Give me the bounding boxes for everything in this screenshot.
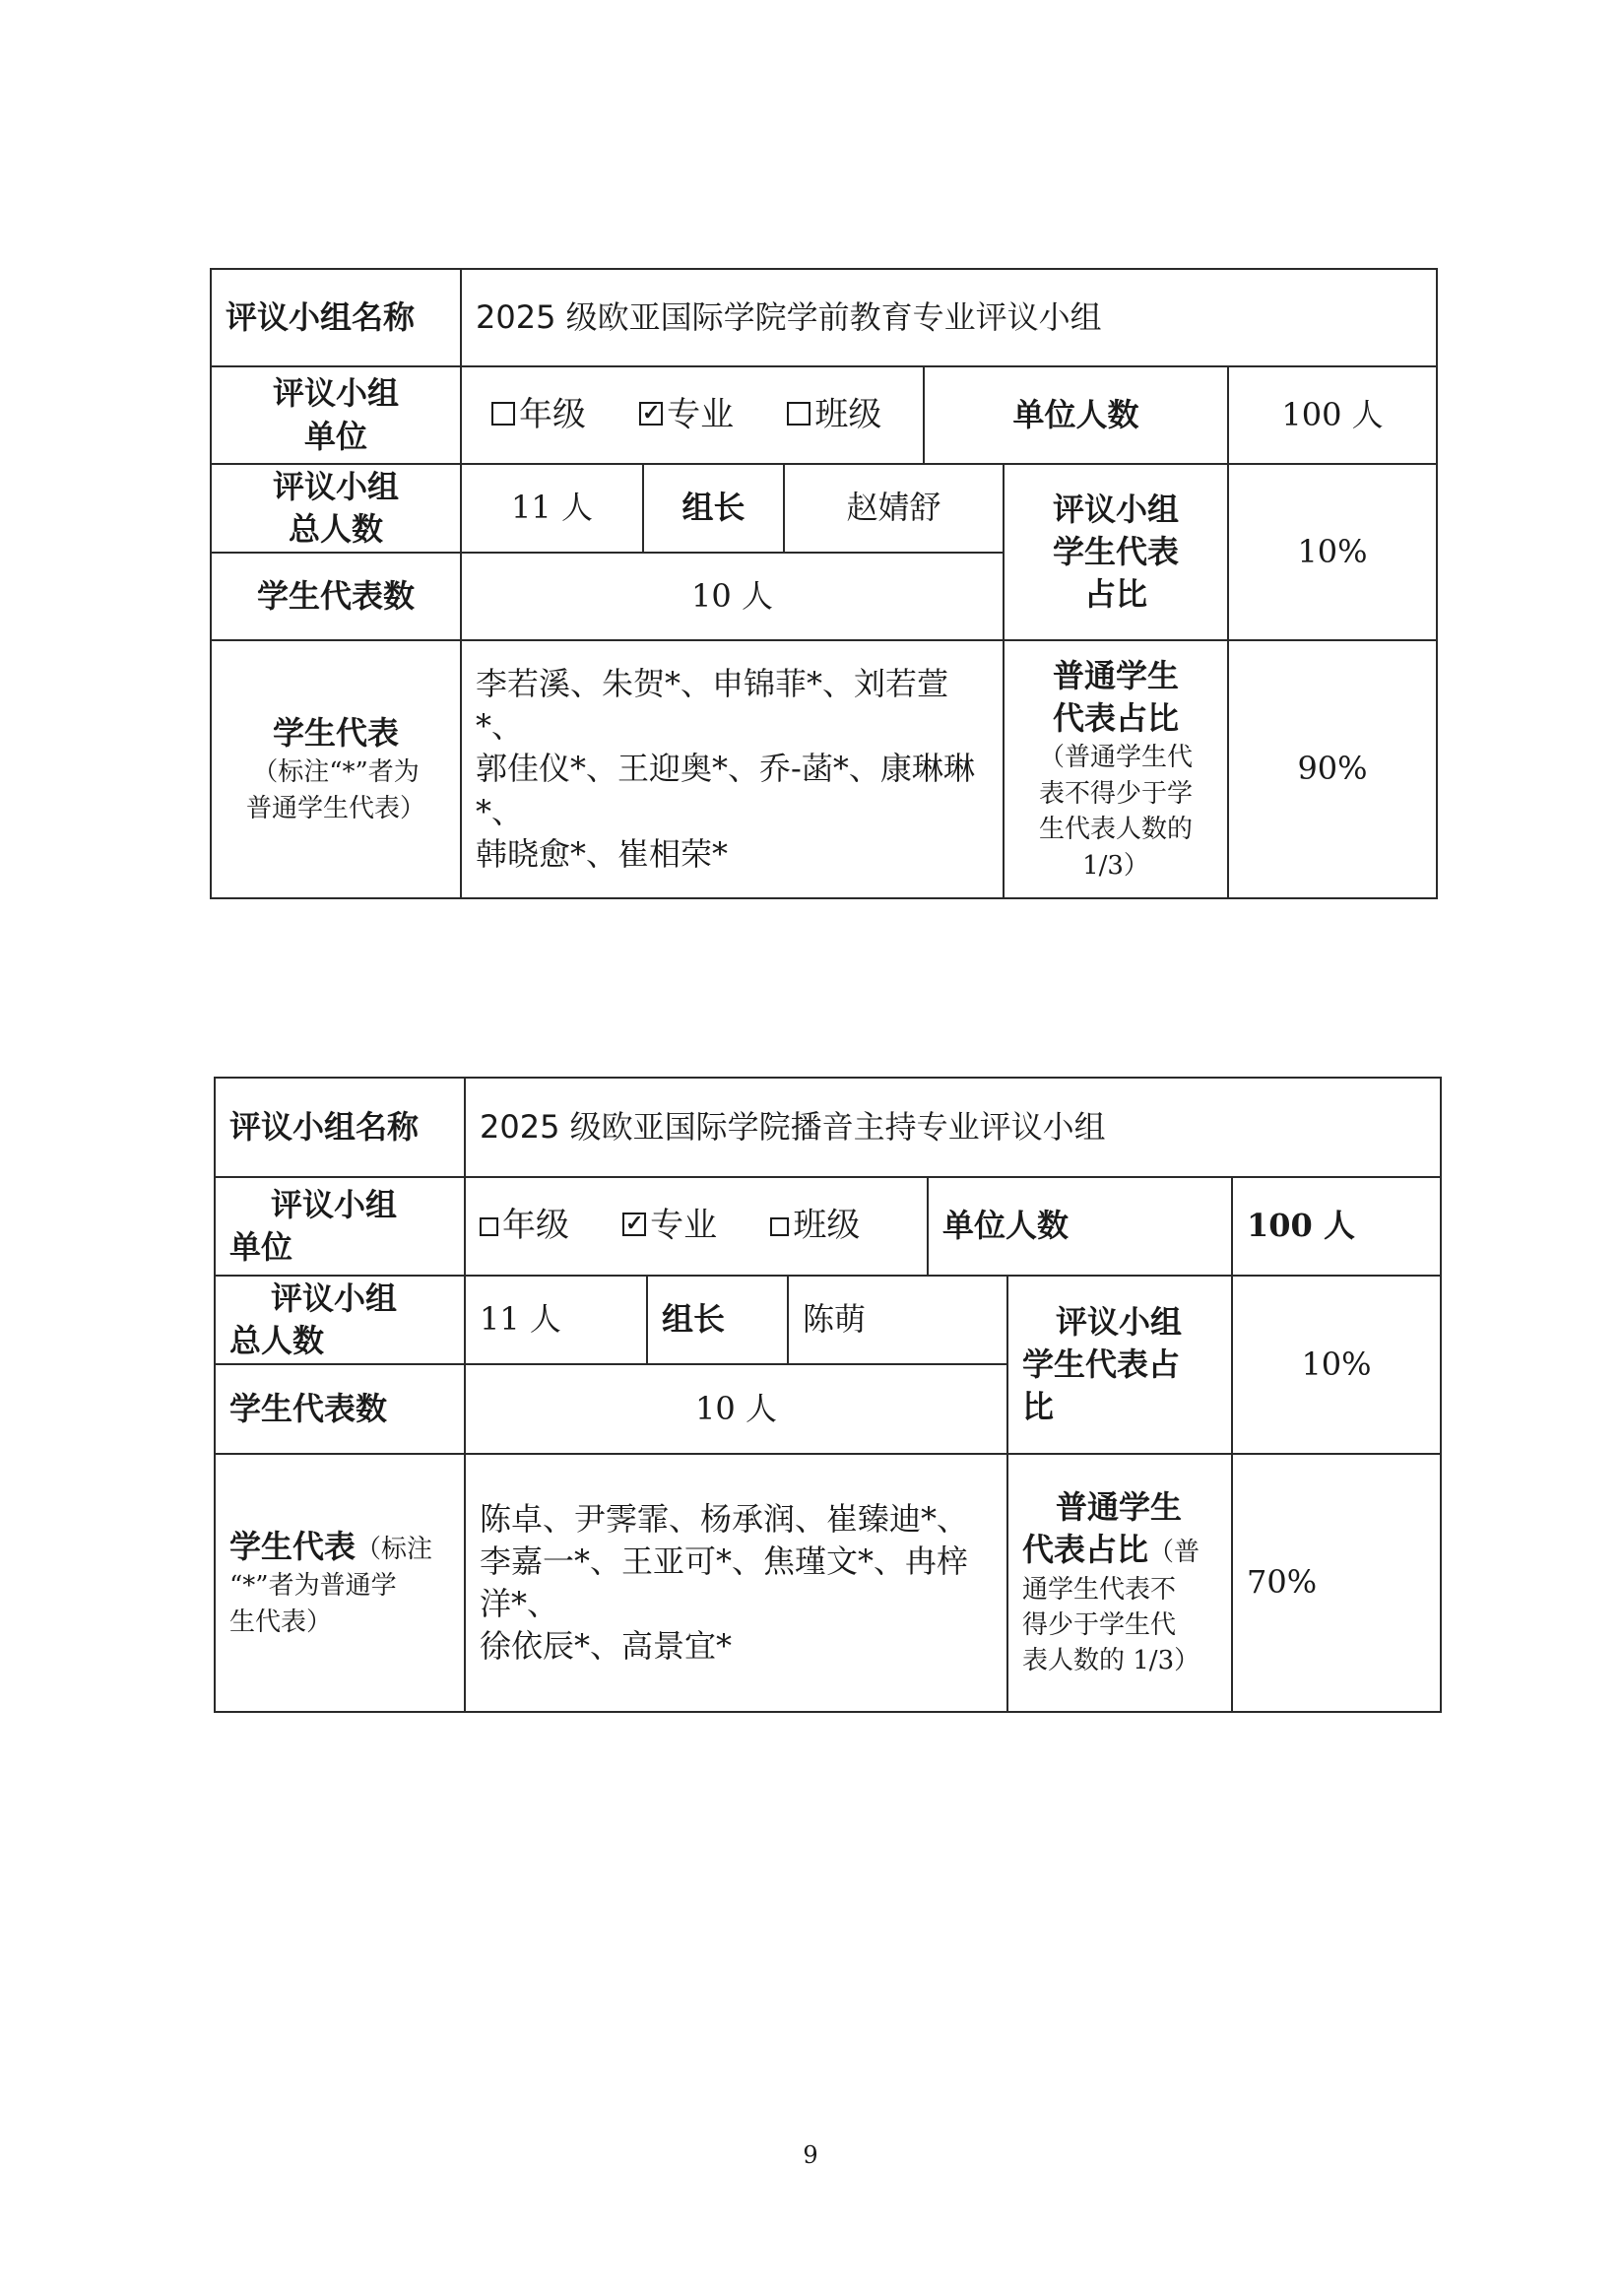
- leader-value: 赵婧舒: [784, 464, 1004, 553]
- rep-ratio-label: 评议小组 学生代表占 比: [1007, 1276, 1232, 1454]
- review-group-table-1: [210, 268, 1438, 899]
- group-unit-options: [465, 1177, 928, 1276]
- ordinary-ratio-value: 70%: [1232, 1454, 1441, 1712]
- checkbox-unchecked-icon[interactable]: [480, 1217, 498, 1236]
- rep-count-value: 10 人: [461, 553, 1004, 640]
- total-members-value: 11 人: [465, 1276, 647, 1364]
- group-name-value: 2025 级欧亚国际学院学前教育专业评议小组: [461, 269, 1437, 366]
- ordinary-ratio-label: 普通学生 代表占比 （普通学生代 表不得少于学 生代表人数的 1/3）: [1004, 640, 1228, 898]
- option-grade[interactable]: 年级: [491, 393, 586, 438]
- rep-count-value: 10 人: [465, 1364, 1007, 1454]
- leader-value: 陈萌: [788, 1276, 1007, 1364]
- group-name-value: 2025 级欧亚国际学院播音主持专业评议小组: [465, 1078, 1441, 1177]
- rep-names: 李若溪、朱贺*、申锦菲*、刘若萱*、 郭佳仪*、王迎奥*、乔-菡*、康琳琳*、 韩晓愈*、崔相荣*: [461, 640, 1004, 898]
- rep-ratio-label: 评议小组 学生代表 占比: [1004, 464, 1228, 640]
- ordinary-ratio-value: 90%: [1228, 640, 1437, 898]
- unit-count-value: 100 人: [1232, 1177, 1441, 1276]
- option-major[interactable]: ✓ 专业: [622, 1204, 717, 1249]
- total-members-label: 评议小组 总人数: [211, 464, 461, 553]
- unit-count-value: 100 人: [1228, 366, 1437, 464]
- review-group-table-2: [214, 1077, 1442, 1713]
- rep-count-label: 学生代表数: [211, 553, 461, 640]
- option-class[interactable]: 班级: [770, 1204, 860, 1249]
- group-unit-options: [461, 366, 924, 464]
- rep-ratio-value: 10%: [1232, 1276, 1441, 1454]
- group-name-label: 评议小组名称: [215, 1078, 465, 1177]
- rep-names: 陈卓、尹霁霏、杨承润、崔臻迪*、 李嘉一*、王亚可*、焦瑾文*、冉梓洋*、 徐依辰*、高景宜*: [465, 1454, 1007, 1712]
- unit-count-label: 单位人数: [924, 366, 1228, 464]
- option-major[interactable]: ✓ 专业: [639, 393, 734, 438]
- unit-count-label: 单位人数: [928, 1177, 1232, 1276]
- option-class[interactable]: 班级: [787, 393, 881, 438]
- checkbox-unchecked-icon[interactable]: [491, 402, 515, 426]
- total-members-value: 11 人: [461, 464, 643, 553]
- option-grade[interactable]: 年级: [480, 1204, 569, 1249]
- group-name-label: 评议小组名称: [211, 269, 461, 366]
- rep-count-label: 学生代表数: [215, 1364, 465, 1454]
- checkbox-checked-icon[interactable]: ✓: [622, 1213, 646, 1236]
- rep-label-cell: 学生代表（标注 “*”者为普通学 生代表）: [215, 1454, 465, 1712]
- leader-label: 组长: [643, 464, 784, 553]
- total-members-label: 评议小组 总人数: [215, 1276, 465, 1364]
- page-number: 9: [803, 2141, 818, 2169]
- ordinary-ratio-label: 普通学生 代表占比（普 通学生代表不 得少于学生代 表人数的 1/3）: [1007, 1454, 1232, 1712]
- leader-label: 组长: [647, 1276, 788, 1364]
- group-unit-label: 评议小组 单位: [211, 366, 461, 464]
- checkbox-unchecked-icon[interactable]: [787, 402, 810, 426]
- checkbox-checked-icon[interactable]: ✓: [639, 402, 663, 426]
- checkbox-unchecked-icon[interactable]: [770, 1217, 789, 1236]
- group-unit-label: 评议小组 单位: [215, 1177, 465, 1276]
- rep-ratio-value: 10%: [1228, 464, 1437, 640]
- rep-label-cell: 学生代表 （标注“*”者为 普通学生代表）: [211, 640, 461, 898]
